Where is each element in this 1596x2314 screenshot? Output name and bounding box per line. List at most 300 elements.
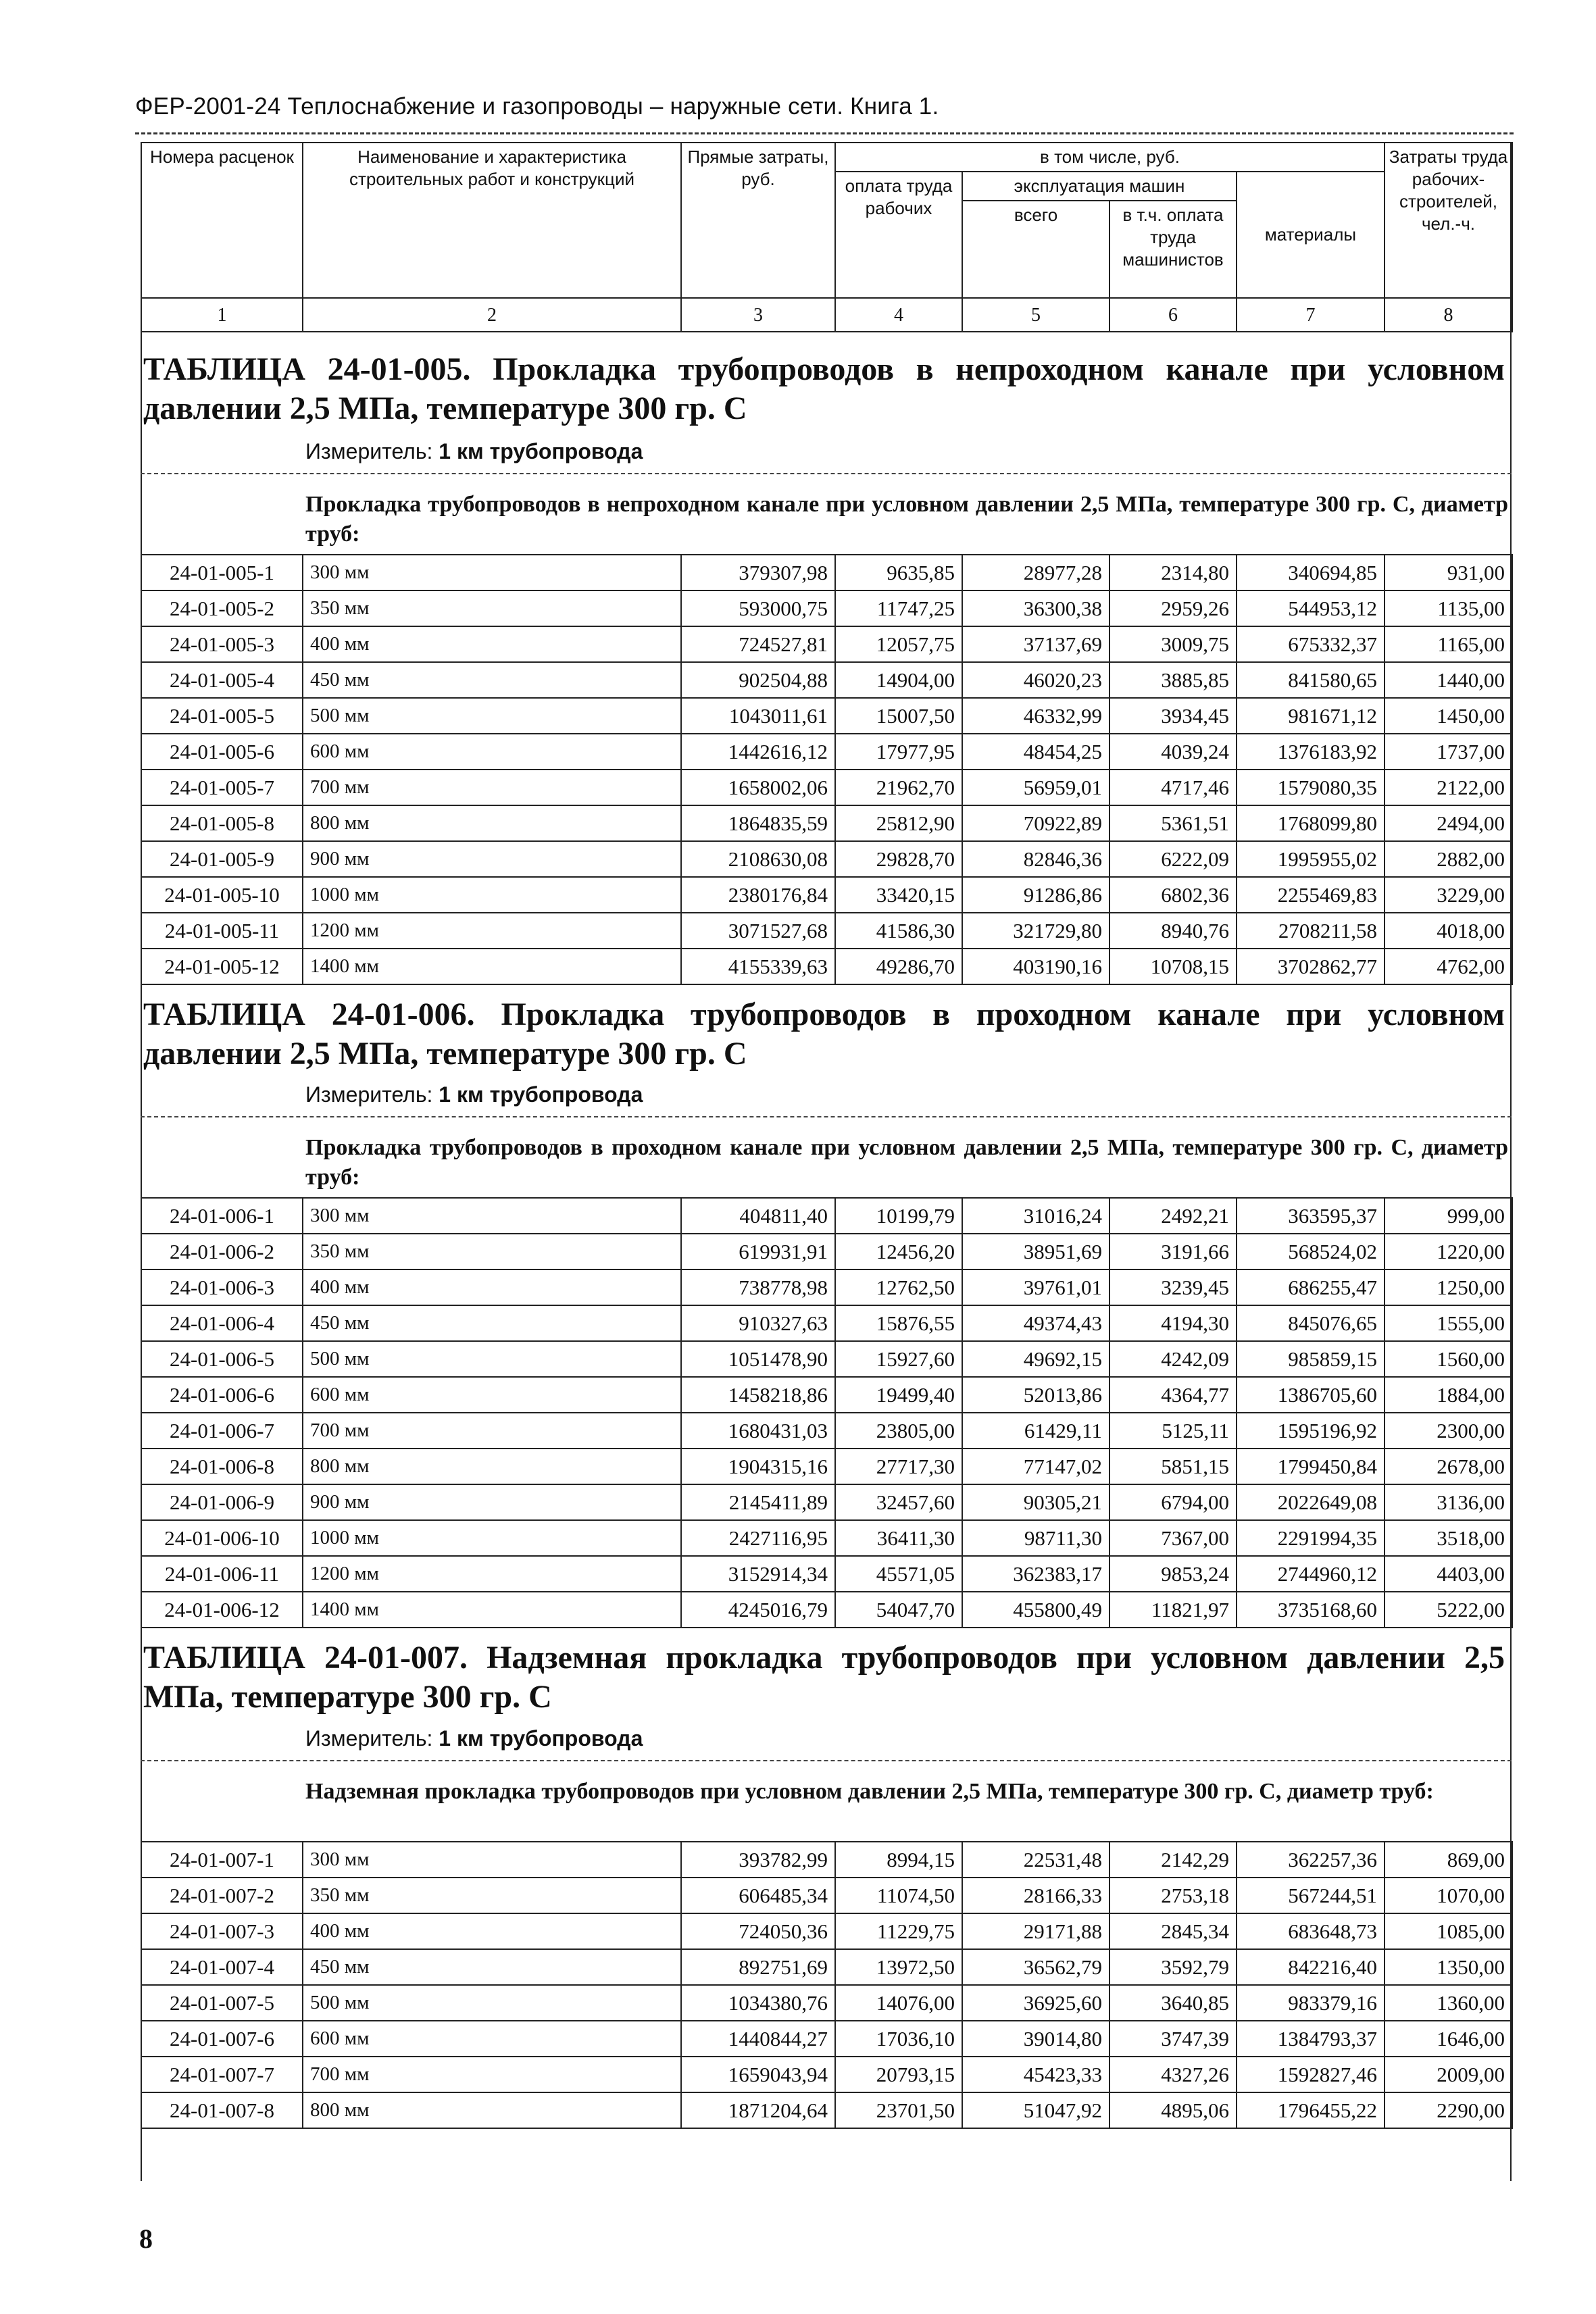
machine-costs-total: 77147,02	[962, 1449, 1109, 1484]
worker-wages: 41586,30	[835, 913, 962, 949]
work-description: 450 мм	[303, 1305, 681, 1341]
direct-costs: 1051478,90	[681, 1341, 835, 1377]
rate-code: 24-01-005-8	[141, 805, 303, 841]
machinist-wages: 2492,21	[1109, 1198, 1237, 1234]
section-rule	[141, 1760, 1512, 1761]
table-row	[141, 913, 1512, 949]
labor-hours: 4403,00	[1385, 1556, 1512, 1592]
worker-wages: 36411,30	[835, 1520, 962, 1556]
col-header-materials: материалы	[1237, 172, 1385, 298]
column-number: 4	[835, 298, 962, 332]
worker-wages: 49286,70	[835, 949, 962, 984]
machine-costs-total: 61429,11	[962, 1413, 1109, 1449]
work-description: 350 мм	[303, 590, 681, 626]
direct-costs: 1658002,06	[681, 770, 835, 805]
rate-code: 24-01-007-7	[141, 2057, 303, 2092]
worker-wages: 9635,85	[835, 555, 962, 590]
rate-code: 24-01-007-4	[141, 1949, 303, 1985]
materials-cost: 3735168,60	[1237, 1592, 1385, 1628]
direct-costs: 724050,36	[681, 1913, 835, 1949]
machine-costs-total: 49692,15	[962, 1341, 1109, 1377]
work-description: 600 мм	[303, 1377, 681, 1413]
rate-code: 24-01-006-5	[141, 1341, 303, 1377]
machine-costs-total: 36562,79	[962, 1949, 1109, 1985]
worker-wages: 17977,95	[835, 734, 962, 770]
labor-hours: 3229,00	[1385, 877, 1512, 913]
table-row	[141, 1985, 1512, 2021]
machine-costs-total: 362383,17	[962, 1556, 1109, 1592]
worker-wages: 14904,00	[835, 662, 962, 698]
rate-code: 24-01-007-6	[141, 2021, 303, 2057]
measure-value: 1 км трубопровода	[439, 1726, 643, 1751]
direct-costs: 1864835,59	[681, 805, 835, 841]
machinist-wages: 4327,26	[1109, 2057, 1237, 2092]
labor-hours: 869,00	[1385, 1842, 1512, 1878]
table-row	[141, 1520, 1512, 1556]
machinist-wages: 3885,85	[1109, 662, 1237, 698]
work-description: 400 мм	[303, 1269, 681, 1305]
machine-costs-total: 22531,48	[962, 1842, 1109, 1878]
labor-hours: 2122,00	[1385, 770, 1512, 805]
machinist-wages: 2753,18	[1109, 1878, 1237, 1913]
worker-wages: 54047,70	[835, 1592, 962, 1628]
table-row	[141, 2021, 1512, 2057]
table-title: ТАБЛИЦА 24-01-006. Прокладка трубопроводов в проходном канале при условном давлении 2,5 МПа, температуре 300 гр. С	[143, 997, 1505, 1072]
machine-costs-total: 45423,33	[962, 2057, 1109, 2092]
materials-cost: 981671,12	[1237, 698, 1385, 734]
materials-cost: 567244,51	[1237, 1878, 1385, 1913]
worker-wages: 14076,00	[835, 1985, 962, 2021]
direct-costs: 2380176,84	[681, 877, 835, 913]
worker-wages: 8994,15	[835, 1842, 962, 1878]
direct-costs: 1034380,76	[681, 1985, 835, 2021]
col-header-labor: Затраты труда рабочих-строителей, чел.-ч.	[1385, 143, 1512, 298]
rate-code: 24-01-006-12	[141, 1592, 303, 1628]
materials-cost: 544953,12	[1237, 590, 1385, 626]
worker-wages: 17036,10	[835, 2021, 962, 2057]
work-description: 1000 мм	[303, 1520, 681, 1556]
materials-cost: 2744960,12	[1237, 1556, 1385, 1592]
worker-wages: 23701,50	[835, 2092, 962, 2128]
labor-hours: 1070,00	[1385, 1878, 1512, 1913]
work-description: 900 мм	[303, 1484, 681, 1520]
rate-code: 24-01-005-5	[141, 698, 303, 734]
machinist-wages: 4039,24	[1109, 734, 1237, 770]
materials-cost: 2255469,83	[1237, 877, 1385, 913]
direct-costs: 4155339,63	[681, 949, 835, 984]
work-description: 500 мм	[303, 1341, 681, 1377]
machine-costs-total: 31016,24	[962, 1198, 1109, 1234]
worker-wages: 11747,25	[835, 590, 962, 626]
table-row	[141, 1341, 1512, 1377]
materials-cost: 1579080,35	[1237, 770, 1385, 805]
machine-costs-total: 48454,25	[962, 734, 1109, 770]
machinist-wages: 8940,76	[1109, 913, 1237, 949]
measure-line	[305, 1082, 643, 1107]
worker-wages: 33420,15	[835, 877, 962, 913]
direct-costs: 1440844,27	[681, 2021, 835, 2057]
machinist-wages: 5851,15	[1109, 1449, 1237, 1484]
machine-costs-total: 36300,38	[962, 590, 1109, 626]
table-row	[141, 1949, 1512, 1985]
work-description: 700 мм	[303, 2057, 681, 2092]
rate-code: 24-01-006-3	[141, 1269, 303, 1305]
table-row	[141, 1198, 1512, 1234]
materials-cost: 1595196,92	[1237, 1413, 1385, 1449]
rate-code: 24-01-007-3	[141, 1913, 303, 1949]
rate-code: 24-01-005-6	[141, 734, 303, 770]
direct-costs: 1680431,03	[681, 1413, 835, 1449]
rate-code: 24-01-007-5	[141, 1985, 303, 2021]
table-row	[141, 1305, 1512, 1341]
work-description: 300 мм	[303, 555, 681, 590]
machine-costs-total: 46332,99	[962, 698, 1109, 734]
machine-costs-total: 39014,80	[962, 2021, 1109, 2057]
table-title: ТАБЛИЦА 24-01-007. Надземная прокладка трубопроводов при условном давлении 2,5 МПа, температуре 300 гр. С	[143, 1640, 1505, 1715]
table-row	[141, 1913, 1512, 1949]
machinist-wages: 3640,85	[1109, 1985, 1237, 2021]
labor-hours: 4018,00	[1385, 913, 1512, 949]
work-description: 1000 мм	[303, 877, 681, 913]
col-header-codes: Номера расценок	[141, 143, 303, 298]
col-header-wages: оплата труда рабочих	[835, 172, 962, 298]
machinist-wages: 6802,36	[1109, 877, 1237, 913]
labor-hours: 1884,00	[1385, 1377, 1512, 1413]
rate-code: 24-01-006-2	[141, 1234, 303, 1269]
direct-costs: 606485,34	[681, 1878, 835, 1913]
rate-code: 24-01-006-4	[141, 1305, 303, 1341]
machinist-wages: 3747,39	[1109, 2021, 1237, 2057]
labor-hours: 1135,00	[1385, 590, 1512, 626]
table-row	[141, 1234, 1512, 1269]
worker-wages: 12057,75	[835, 626, 962, 662]
machine-costs-total: 49374,43	[962, 1305, 1109, 1341]
measure-label: Измеритель:	[305, 1726, 433, 1751]
work-description: 400 мм	[303, 626, 681, 662]
labor-hours: 3518,00	[1385, 1520, 1512, 1556]
measure-line	[305, 439, 643, 464]
direct-costs: 1904315,16	[681, 1449, 835, 1484]
work-description: 300 мм	[303, 1842, 681, 1878]
table-row	[141, 2092, 1512, 2128]
rate-code: 24-01-006-1	[141, 1198, 303, 1234]
machine-costs-total: 91286,86	[962, 877, 1109, 913]
work-description: 350 мм	[303, 1878, 681, 1913]
work-description: 700 мм	[303, 1413, 681, 1449]
worker-wages: 11229,75	[835, 1913, 962, 1949]
worker-wages: 20793,15	[835, 2057, 962, 2092]
table-title: ТАБЛИЦА 24-01-005. Прокладка трубопроводов в непроходном канале при условном давлении 2,5 МПа, температуре 300 гр. С	[143, 351, 1505, 426]
table-row	[141, 1842, 1512, 1878]
direct-costs: 3152914,34	[681, 1556, 835, 1592]
machinist-wages: 4364,77	[1109, 1377, 1237, 1413]
work-description: 1400 мм	[303, 949, 681, 984]
measure-label: Измеритель:	[305, 439, 433, 463]
worker-wages: 29828,70	[835, 841, 962, 877]
labor-hours: 2300,00	[1385, 1413, 1512, 1449]
worker-wages: 32457,60	[835, 1484, 962, 1520]
machine-costs-total: 98711,30	[962, 1520, 1109, 1556]
materials-cost: 845076,65	[1237, 1305, 1385, 1341]
direct-costs: 2145411,89	[681, 1484, 835, 1520]
work-description: 350 мм	[303, 1234, 681, 1269]
work-description: 600 мм	[303, 734, 681, 770]
worker-wages: 11074,50	[835, 1878, 962, 1913]
column-number: 3	[681, 298, 835, 332]
direct-costs: 1442616,12	[681, 734, 835, 770]
work-description: 800 мм	[303, 1449, 681, 1484]
labor-hours: 1646,00	[1385, 2021, 1512, 2057]
machine-costs-total: 56959,01	[962, 770, 1109, 805]
direct-costs: 393782,99	[681, 1842, 835, 1878]
measure-value: 1 км трубопровода	[439, 1082, 643, 1107]
machine-costs-total: 39761,01	[962, 1269, 1109, 1305]
materials-cost: 363595,37	[1237, 1198, 1385, 1234]
direct-costs: 2108630,08	[681, 841, 835, 877]
section-rule	[141, 1116, 1512, 1117]
labor-hours: 999,00	[1385, 1198, 1512, 1234]
machine-costs-total: 28977,28	[962, 555, 1109, 590]
page-number: 8	[139, 2223, 153, 2254]
machinist-wages: 3009,75	[1109, 626, 1237, 662]
table-row	[141, 590, 1512, 626]
machine-costs-total: 46020,23	[962, 662, 1109, 698]
table-row	[141, 1878, 1512, 1913]
labor-hours: 2678,00	[1385, 1449, 1512, 1484]
work-description: 700 мм	[303, 770, 681, 805]
materials-cost: 2708211,58	[1237, 913, 1385, 949]
worker-wages: 15007,50	[835, 698, 962, 734]
labor-hours: 1737,00	[1385, 734, 1512, 770]
machinist-wages: 6794,00	[1109, 1484, 1237, 1520]
column-header-table	[141, 142, 1513, 332]
work-description: 400 мм	[303, 1913, 681, 1949]
machinist-wages: 3191,66	[1109, 1234, 1237, 1269]
machine-costs-total: 52013,86	[962, 1377, 1109, 1413]
work-description: 1400 мм	[303, 1592, 681, 1628]
machinist-wages: 2845,34	[1109, 1913, 1237, 1949]
direct-costs: 619931,91	[681, 1234, 835, 1269]
direct-costs: 4245016,79	[681, 1592, 835, 1628]
labor-hours: 3136,00	[1385, 1484, 1512, 1520]
direct-costs: 3071527,68	[681, 913, 835, 949]
col-header-name: Наименование и характеристика строительных работ и конструкций	[303, 143, 681, 298]
machinist-wages: 7367,00	[1109, 1520, 1237, 1556]
materials-cost: 985859,15	[1237, 1341, 1385, 1377]
machine-costs-total: 455800,49	[962, 1592, 1109, 1628]
materials-cost: 2291994,35	[1237, 1520, 1385, 1556]
table-row	[141, 1269, 1512, 1305]
machinist-wages: 2314,80	[1109, 555, 1237, 590]
header-rule	[135, 132, 1514, 134]
materials-cost: 686255,47	[1237, 1269, 1385, 1305]
work-description: 500 мм	[303, 1985, 681, 2021]
worker-wages: 12456,20	[835, 1234, 962, 1269]
direct-costs: 902504,88	[681, 662, 835, 698]
materials-cost: 340694,85	[1237, 555, 1385, 590]
labor-hours: 1440,00	[1385, 662, 1512, 698]
labor-hours: 931,00	[1385, 555, 1512, 590]
materials-cost: 2022649,08	[1237, 1484, 1385, 1520]
machinist-wages: 4242,09	[1109, 1341, 1237, 1377]
table-row	[141, 662, 1512, 698]
rates-table	[141, 1197, 1513, 1628]
machinist-wages: 3934,45	[1109, 698, 1237, 734]
direct-costs: 892751,69	[681, 1949, 835, 1985]
rate-code: 24-01-006-7	[141, 1413, 303, 1449]
table-row	[141, 1377, 1512, 1413]
worker-wages: 13972,50	[835, 1949, 962, 1985]
direct-costs: 724527,81	[681, 626, 835, 662]
table-row	[141, 1484, 1512, 1520]
worker-wages: 19499,40	[835, 1377, 962, 1413]
materials-cost: 683648,73	[1237, 1913, 1385, 1949]
direct-costs: 1043011,61	[681, 698, 835, 734]
section-rule	[141, 473, 1512, 474]
worker-wages: 12762,50	[835, 1269, 962, 1305]
labor-hours: 1360,00	[1385, 1985, 1512, 2021]
worker-wages: 45571,05	[835, 1556, 962, 1592]
column-number-row	[141, 298, 1512, 332]
machine-costs-total: 90305,21	[962, 1484, 1109, 1520]
materials-cost: 1386705,60	[1237, 1377, 1385, 1413]
labor-hours: 1555,00	[1385, 1305, 1512, 1341]
machinist-wages: 9853,24	[1109, 1556, 1237, 1592]
worker-wages: 25812,90	[835, 805, 962, 841]
measure-value: 1 км трубопровода	[439, 439, 643, 463]
rate-code: 24-01-007-8	[141, 2092, 303, 2128]
direct-costs: 404811,40	[681, 1198, 835, 1234]
machinist-wages: 4717,46	[1109, 770, 1237, 805]
table-row	[141, 2057, 1512, 2092]
machine-costs-total: 70922,89	[962, 805, 1109, 841]
work-description: 450 мм	[303, 1949, 681, 1985]
direct-costs: 379307,98	[681, 555, 835, 590]
materials-cost: 983379,16	[1237, 1985, 1385, 2021]
column-number: 1	[141, 298, 303, 332]
materials-cost: 568524,02	[1237, 1234, 1385, 1269]
machinist-wages: 10708,15	[1109, 949, 1237, 984]
worker-wages: 27717,30	[835, 1449, 962, 1484]
work-description: 500 мм	[303, 698, 681, 734]
direct-costs: 1659043,94	[681, 2057, 835, 2092]
worker-wages: 23805,00	[835, 1413, 962, 1449]
work-description: 1200 мм	[303, 1556, 681, 1592]
labor-hours: 1250,00	[1385, 1269, 1512, 1305]
materials-cost: 842216,40	[1237, 1949, 1385, 1985]
machinist-wages: 2959,26	[1109, 590, 1237, 626]
machinist-wages: 4194,30	[1109, 1305, 1237, 1341]
rate-code: 24-01-005-4	[141, 662, 303, 698]
machine-costs-total: 37137,69	[962, 626, 1109, 662]
materials-cost: 1768099,80	[1237, 805, 1385, 841]
table-row	[141, 626, 1512, 662]
work-description: 800 мм	[303, 805, 681, 841]
rate-code: 24-01-005-7	[141, 770, 303, 805]
labor-hours: 2009,00	[1385, 2057, 1512, 2092]
rate-code: 24-01-007-1	[141, 1842, 303, 1878]
materials-cost: 1376183,92	[1237, 734, 1385, 770]
labor-hours: 1085,00	[1385, 1913, 1512, 1949]
labor-hours: 1165,00	[1385, 626, 1512, 662]
table-row	[141, 1449, 1512, 1484]
direct-costs: 2427116,95	[681, 1520, 835, 1556]
machine-costs-total: 321729,80	[962, 913, 1109, 949]
rate-code: 24-01-005-2	[141, 590, 303, 626]
direct-costs: 738778,98	[681, 1269, 835, 1305]
labor-hours: 1220,00	[1385, 1234, 1512, 1269]
measure-label: Измеритель:	[305, 1082, 433, 1107]
table-subtitle: Надземная прокладка трубопроводов при условном давлении 2,5 МПа, температуре 300 гр. С, диаметр труб:	[305, 1779, 1434, 1804]
column-number: 8	[1385, 298, 1512, 332]
table-row	[141, 1592, 1512, 1628]
labor-hours: 2494,00	[1385, 805, 1512, 841]
materials-cost: 1796455,22	[1237, 2092, 1385, 2128]
rate-code: 24-01-006-11	[141, 1556, 303, 1592]
table-row	[141, 698, 1512, 734]
col-header-machinist-wages: в т.ч. оплата труда машинистов	[1109, 201, 1237, 298]
machine-costs-total: 38951,69	[962, 1234, 1109, 1269]
rate-code: 24-01-005-9	[141, 841, 303, 877]
materials-cost: 1799450,84	[1237, 1449, 1385, 1484]
rate-code: 24-01-005-1	[141, 555, 303, 590]
table-row	[141, 555, 1512, 590]
rate-code: 24-01-006-6	[141, 1377, 303, 1413]
rate-code: 24-01-005-11	[141, 913, 303, 949]
machinist-wages: 11821,97	[1109, 1592, 1237, 1628]
table-row	[141, 770, 1512, 805]
column-number: 2	[303, 298, 681, 332]
table-subtitle: Прокладка трубопроводов в проходном канале при условном давлении 2,5 МПа, температуре 300 гр. С, диаметр труб:	[305, 1135, 1508, 1190]
work-description: 1200 мм	[303, 913, 681, 949]
labor-hours: 1450,00	[1385, 698, 1512, 734]
table-row	[141, 1413, 1512, 1449]
table-row	[141, 877, 1512, 913]
rate-code: 24-01-005-12	[141, 949, 303, 984]
materials-cost: 841580,65	[1237, 662, 1385, 698]
direct-costs: 1458218,86	[681, 1377, 835, 1413]
work-description: 800 мм	[303, 2092, 681, 2128]
col-header-direct-costs: Прямые затраты, руб.	[681, 143, 835, 298]
work-description: 900 мм	[303, 841, 681, 877]
column-number: 5	[962, 298, 1109, 332]
materials-cost: 3702862,77	[1237, 949, 1385, 984]
materials-cost: 362257,36	[1237, 1842, 1385, 1878]
rate-code: 24-01-005-3	[141, 626, 303, 662]
direct-costs: 593000,75	[681, 590, 835, 626]
worker-wages: 10199,79	[835, 1198, 962, 1234]
worker-wages: 21962,70	[835, 770, 962, 805]
col-header-machines-total: всего	[962, 201, 1109, 298]
table-row	[141, 1556, 1512, 1592]
materials-cost: 1995955,02	[1237, 841, 1385, 877]
materials-cost: 1384793,37	[1237, 2021, 1385, 2057]
measure-line	[305, 1726, 643, 1751]
labor-hours: 4762,00	[1385, 949, 1512, 984]
machine-costs-total: 82846,36	[962, 841, 1109, 877]
materials-cost: 1592827,46	[1237, 2057, 1385, 2092]
col-header-machines: эксплуатация машин	[962, 172, 1237, 201]
machinist-wages: 6222,09	[1109, 841, 1237, 877]
col-header-group: в том числе, руб.	[835, 143, 1385, 172]
worker-wages: 15876,55	[835, 1305, 962, 1341]
work-description: 450 мм	[303, 662, 681, 698]
machine-costs-total: 36925,60	[962, 1985, 1109, 2021]
machine-costs-total: 403190,16	[962, 949, 1109, 984]
work-description: 600 мм	[303, 2021, 681, 2057]
table-row	[141, 734, 1512, 770]
machinist-wages: 5361,51	[1109, 805, 1237, 841]
